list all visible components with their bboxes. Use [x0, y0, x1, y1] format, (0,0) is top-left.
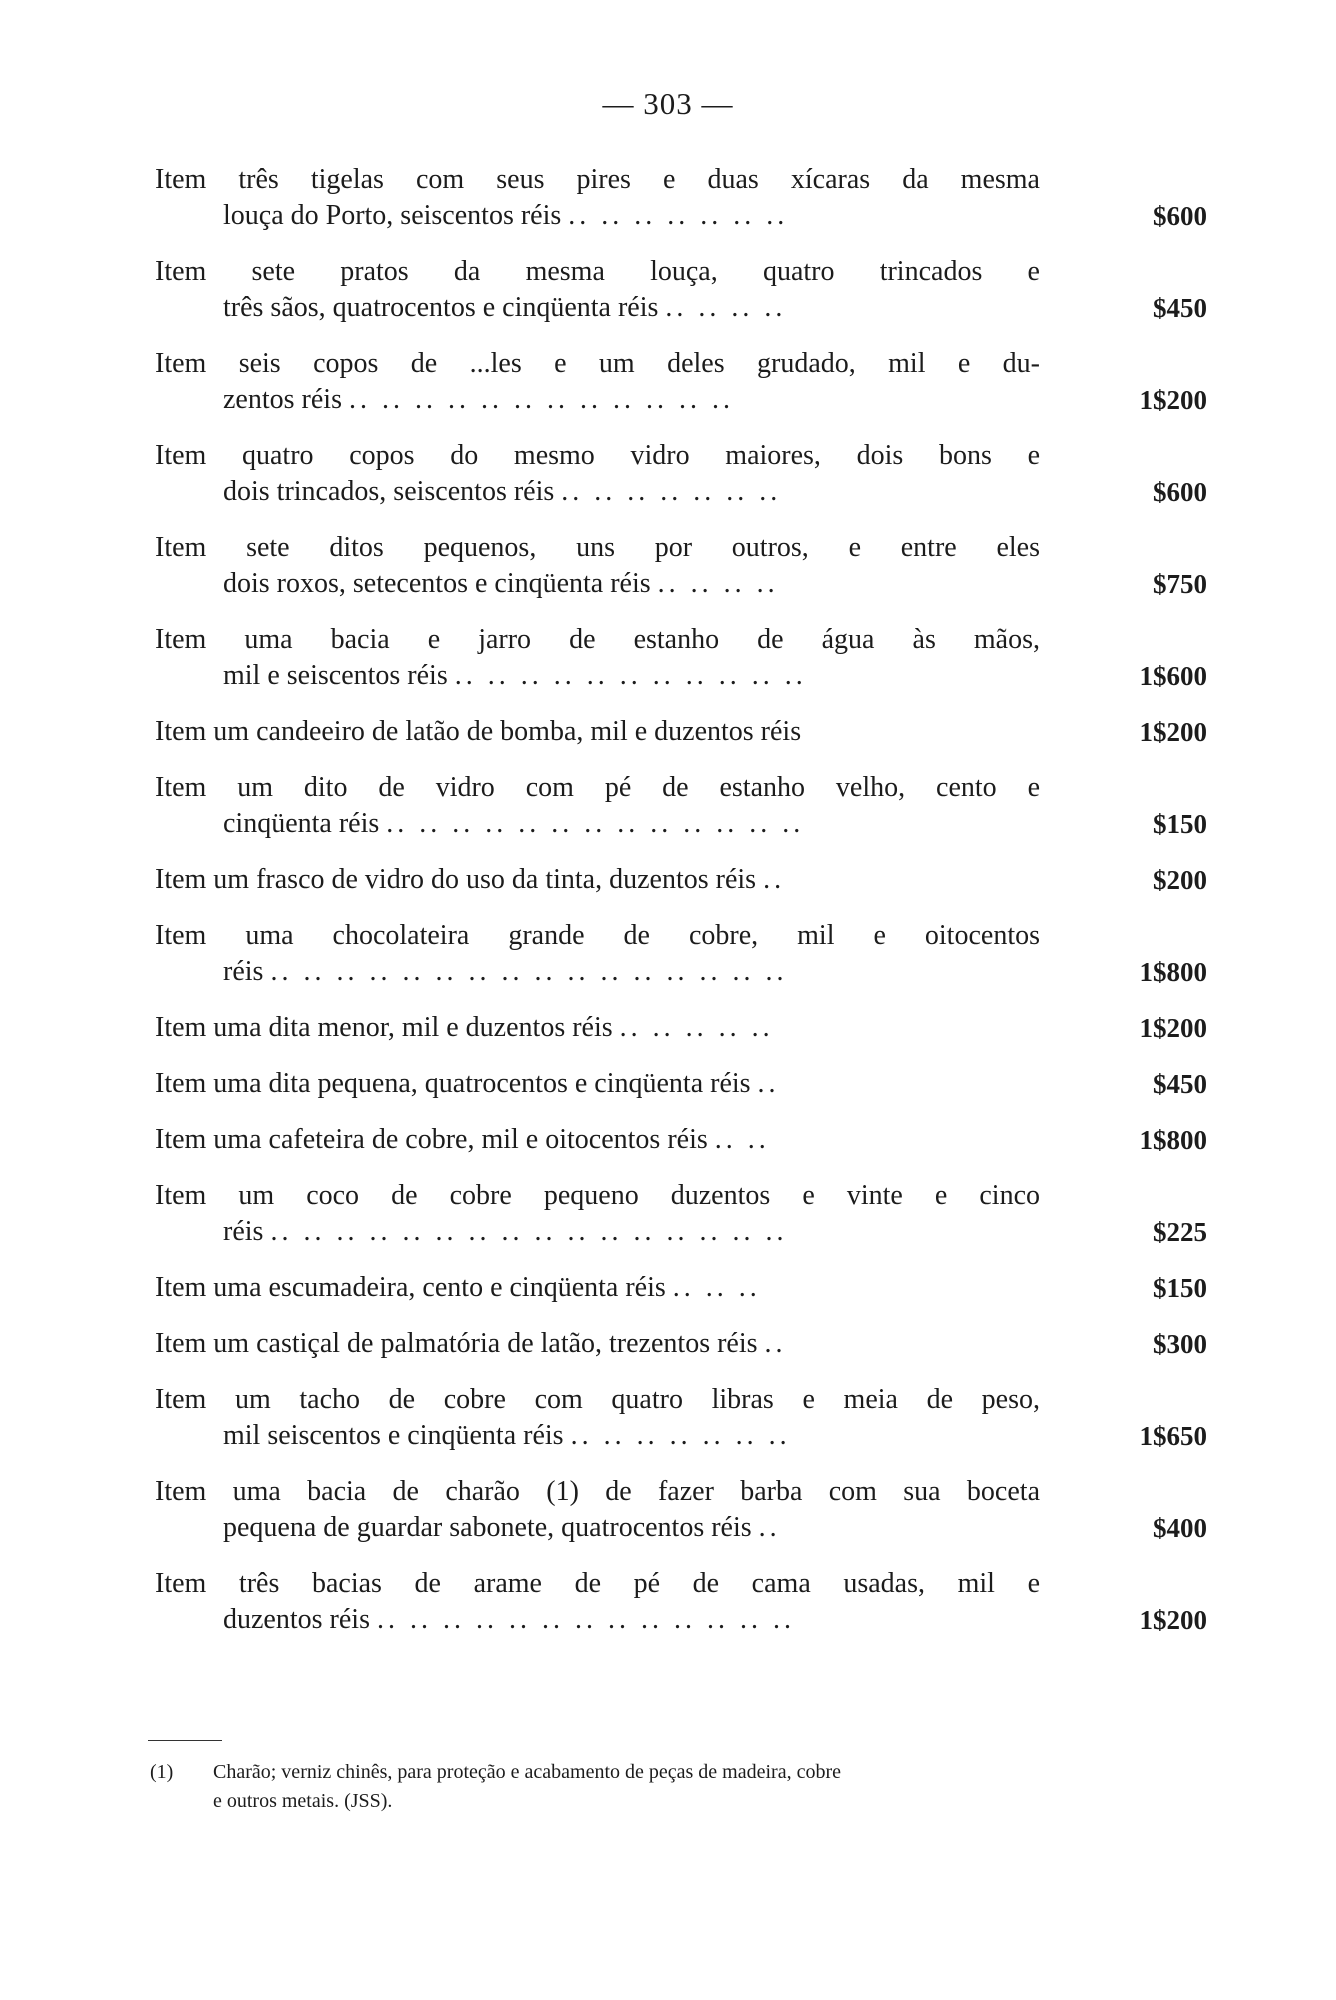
entry-line-2-text: duzentos réis	[223, 1604, 370, 1635]
entry-description	[155, 1566, 1040, 1638]
entry-amount: 1$200	[1139, 717, 1207, 747]
entry-description	[155, 770, 1040, 842]
entry-description	[155, 1122, 1040, 1158]
entry-line-1	[155, 438, 1040, 474]
entry-amount: $600	[1153, 201, 1207, 231]
entry-line-1-text: Item um castiçal de palmatória de latão, trezentos réis	[155, 1328, 758, 1359]
entry-line-1-text: Item uma bacia de charão (1) de fazer barba com sua boceta	[155, 1476, 1040, 1507]
entry-line-1-text: Item um frasco de vidro do uso da tinta, duzentos réis	[155, 864, 757, 895]
inventory-entry	[155, 1122, 1207, 1158]
dot-leader: .. .. .. .. ..	[619, 1012, 774, 1043]
entry-line-1-text: Item três tigelas com seus pires e duas xícaras da mesma	[155, 164, 1040, 195]
entry-line-1	[155, 346, 1040, 382]
footnote-line-2: e outros metais. (JSS).	[213, 1790, 393, 1812]
entry-line-1-text: Item uma dita menor, mil e duzentos réis	[155, 1012, 613, 1043]
inventory-entry	[155, 714, 1207, 750]
inventory-entry	[155, 530, 1207, 602]
dot-leader: ..	[764, 1328, 787, 1359]
entry-description	[155, 918, 1040, 990]
inventory-entry	[155, 1178, 1207, 1250]
entry-amount: $600	[1153, 477, 1207, 507]
inventory-entry	[155, 1326, 1207, 1362]
entry-amount: $150	[1153, 809, 1207, 839]
entry-line-2-text: mil e seiscentos réis	[223, 660, 448, 691]
entry-line-2	[155, 1418, 1040, 1454]
entry-amount: $750	[1153, 569, 1207, 599]
entry-amount: 1$800	[1139, 1125, 1207, 1155]
dot-leader: .. .. .. .. .. .. ..	[561, 476, 782, 507]
inventory-entry	[155, 1474, 1207, 1546]
dot-leader: .. .. .. .. .. .. .. .. .. .. ..	[454, 660, 807, 691]
entry-line-1	[155, 162, 1040, 198]
entry-line-2	[155, 1510, 1040, 1546]
entry-amount: $450	[1153, 1069, 1207, 1099]
entry-description	[155, 714, 1040, 750]
entry-amount: $300	[1153, 1329, 1207, 1359]
entry-line-2-text: pequena de guardar sabonete, quatrocentos réis	[223, 1512, 752, 1543]
dot-leader: ..	[763, 864, 786, 895]
entry-amount: 1$650	[1139, 1421, 1207, 1451]
entry-line-1-text: Item uma cafeteira de cobre, mil e oitocentos réis	[155, 1124, 708, 1155]
entry-line-2-text: dois trincados, seiscentos réis	[223, 476, 555, 507]
entry-description	[155, 1382, 1040, 1454]
entry-line-1	[155, 770, 1040, 806]
entry-line-2	[155, 954, 1040, 990]
entry-line-2-text: réis	[223, 1216, 264, 1247]
dot-leader: .. .. .. .. .. .. .. .. .. .. .. .. ..	[376, 1604, 795, 1635]
dot-leader: .. .. .. .. .. .. ..	[570, 1420, 791, 1451]
entry-line-1-text: Item uma chocolateira grande de cobre, mil e oitocentos	[155, 920, 1040, 951]
footnote-rule	[148, 1740, 222, 1741]
inventory-entry	[155, 162, 1207, 234]
entry-line-1	[155, 1382, 1040, 1418]
entry-amount: $400	[1153, 1513, 1207, 1543]
entry-amount: 1$600	[1139, 661, 1207, 691]
entry-description	[155, 1326, 1040, 1362]
entry-line-1-text: Item um dito de vidro com pé de estanho velho, cento e	[155, 772, 1040, 803]
entry-amount: $450	[1153, 293, 1207, 323]
entry-line-2-text: três sãos, quatrocentos e cinqüenta réis	[223, 292, 659, 323]
entry-line-1	[155, 918, 1040, 954]
entry-line-1-text: Item seis copos de ...les e um deles grudado, mil e du-	[155, 348, 1040, 379]
entry-line-2-text: dois roxos, setecentos e cinqüenta réis	[223, 568, 651, 599]
dot-leader: .. .. .. ..	[657, 568, 779, 599]
entry-line-1	[155, 1066, 1040, 1102]
entry-description	[155, 254, 1040, 326]
entry-line-2	[155, 198, 1040, 234]
inventory-entry	[155, 1010, 1207, 1046]
entry-line-1-text: Item três bacias de arame de pé de cama usadas, mil e	[155, 1568, 1040, 1599]
entry-line-1-text: Item um tacho de cobre com quatro libras e meia de peso,	[155, 1384, 1040, 1415]
entry-line-1	[155, 1566, 1040, 1602]
inventory-entry	[155, 1382, 1207, 1454]
dot-leader: ..	[757, 1068, 780, 1099]
entry-description	[155, 162, 1040, 234]
entry-amount: 1$200	[1139, 385, 1207, 415]
footnote-line-1: Charão; verniz chinês, para proteção e acabamento de peças de madeira, cobre	[213, 1761, 841, 1783]
entry-amount: 1$200	[1139, 1605, 1207, 1635]
entry-line-1	[155, 714, 1040, 750]
entry-line-2	[155, 382, 1040, 418]
entry-description	[155, 1178, 1040, 1250]
entry-amount: 1$800	[1139, 957, 1207, 987]
entry-description	[155, 530, 1040, 602]
footnote-body	[150, 1758, 1210, 1816]
entry-line-1-text: Item uma dita pequena, quatrocentos e cinqüenta réis	[155, 1068, 751, 1099]
entry-amount: 1$200	[1139, 1013, 1207, 1043]
entry-description	[155, 438, 1040, 510]
inventory-entry	[155, 862, 1207, 898]
page-number: — 303 —	[602, 86, 734, 121]
dot-leader: .. .. .. .. .. .. ..	[568, 200, 789, 231]
entry-line-1	[155, 1122, 1040, 1158]
inventory-list	[155, 162, 1207, 1658]
entry-line-1	[155, 862, 1040, 898]
dot-leader: .. .. .. .. .. .. .. .. .. .. .. .. .. .. .. ..	[270, 1216, 788, 1247]
entry-amount: $200	[1153, 865, 1207, 895]
entry-line-1-text: Item um candeeiro de latão de bomba, mil e duzentos réis	[155, 716, 802, 747]
inventory-entry	[155, 918, 1207, 990]
entry-line-2	[155, 1602, 1040, 1638]
entry-line-1	[155, 622, 1040, 658]
entry-line-1-text: Item uma bacia e jarro de estanho de água às mãos,	[155, 624, 1040, 655]
entry-amount: $150	[1153, 1273, 1207, 1303]
entry-line-2	[155, 290, 1040, 326]
entry-description	[155, 1066, 1040, 1102]
entry-line-1-text: Item sete ditos pequenos, uns por outros, e entre eles	[155, 532, 1040, 563]
entry-line-1	[155, 1270, 1040, 1306]
entry-line-1	[155, 1010, 1040, 1046]
entry-amount: $225	[1153, 1217, 1207, 1247]
dot-leader: .. .. .. ..	[665, 292, 787, 323]
entry-description	[155, 862, 1040, 898]
entry-description	[155, 622, 1040, 694]
footnote-marker: (1)	[150, 1761, 174, 1783]
entry-line-1	[155, 1178, 1040, 1214]
entry-line-1-text: Item quatro copos do mesmo vidro maiores, dois bons e	[155, 440, 1040, 471]
inventory-entry	[155, 1066, 1207, 1102]
entry-line-1-text: Item sete pratos da mesma louça, quatro trincados e	[155, 256, 1040, 287]
entry-line-1	[155, 530, 1040, 566]
entry-line-2-text: zentos réis	[223, 384, 342, 415]
entry-line-1	[155, 254, 1040, 290]
inventory-entry	[155, 346, 1207, 418]
dot-leader: .. .. .. .. .. .. .. .. .. .. .. ..	[348, 384, 734, 415]
entry-description	[155, 1010, 1040, 1046]
dot-leader: .. ..	[714, 1124, 770, 1155]
entry-line-1-text: Item um coco de cobre pequeno duzentos e vinte e cinco	[155, 1180, 1040, 1211]
entry-line-2	[155, 806, 1040, 842]
entry-line-2	[155, 566, 1040, 602]
entry-description	[155, 346, 1040, 418]
entry-line-2	[155, 658, 1040, 694]
inventory-entry	[155, 1566, 1207, 1638]
inventory-entry	[155, 622, 1207, 694]
entry-description	[155, 1474, 1040, 1546]
dot-leader: .. .. .. .. .. .. .. .. .. .. .. .. ..	[386, 808, 805, 839]
inventory-entry	[155, 1270, 1207, 1306]
dot-leader: ..	[758, 1512, 781, 1543]
entry-description	[155, 1270, 1040, 1306]
entry-line-2-text: louça do Porto, seiscentos réis	[223, 200, 562, 231]
entry-line-2	[155, 1214, 1040, 1250]
entry-line-2-text: cinqüenta réis	[223, 808, 380, 839]
footnote	[150, 1758, 1210, 1816]
entry-line-1	[155, 1326, 1040, 1362]
inventory-entry	[155, 438, 1207, 510]
entry-line-1	[155, 1474, 1040, 1510]
entry-line-2	[155, 474, 1040, 510]
entry-line-2-text: réis	[223, 956, 264, 987]
dot-leader: .. .. ..	[672, 1272, 761, 1303]
dot-leader: .. .. .. .. .. .. .. .. .. .. .. .. .. .. .. ..	[270, 956, 788, 987]
entry-line-2-text: mil seiscentos e cinqüenta réis	[223, 1420, 564, 1451]
inventory-entry	[155, 254, 1207, 326]
inventory-entry	[155, 770, 1207, 842]
entry-line-1-text: Item uma escumadeira, cento e cinqüenta réis	[155, 1272, 666, 1303]
